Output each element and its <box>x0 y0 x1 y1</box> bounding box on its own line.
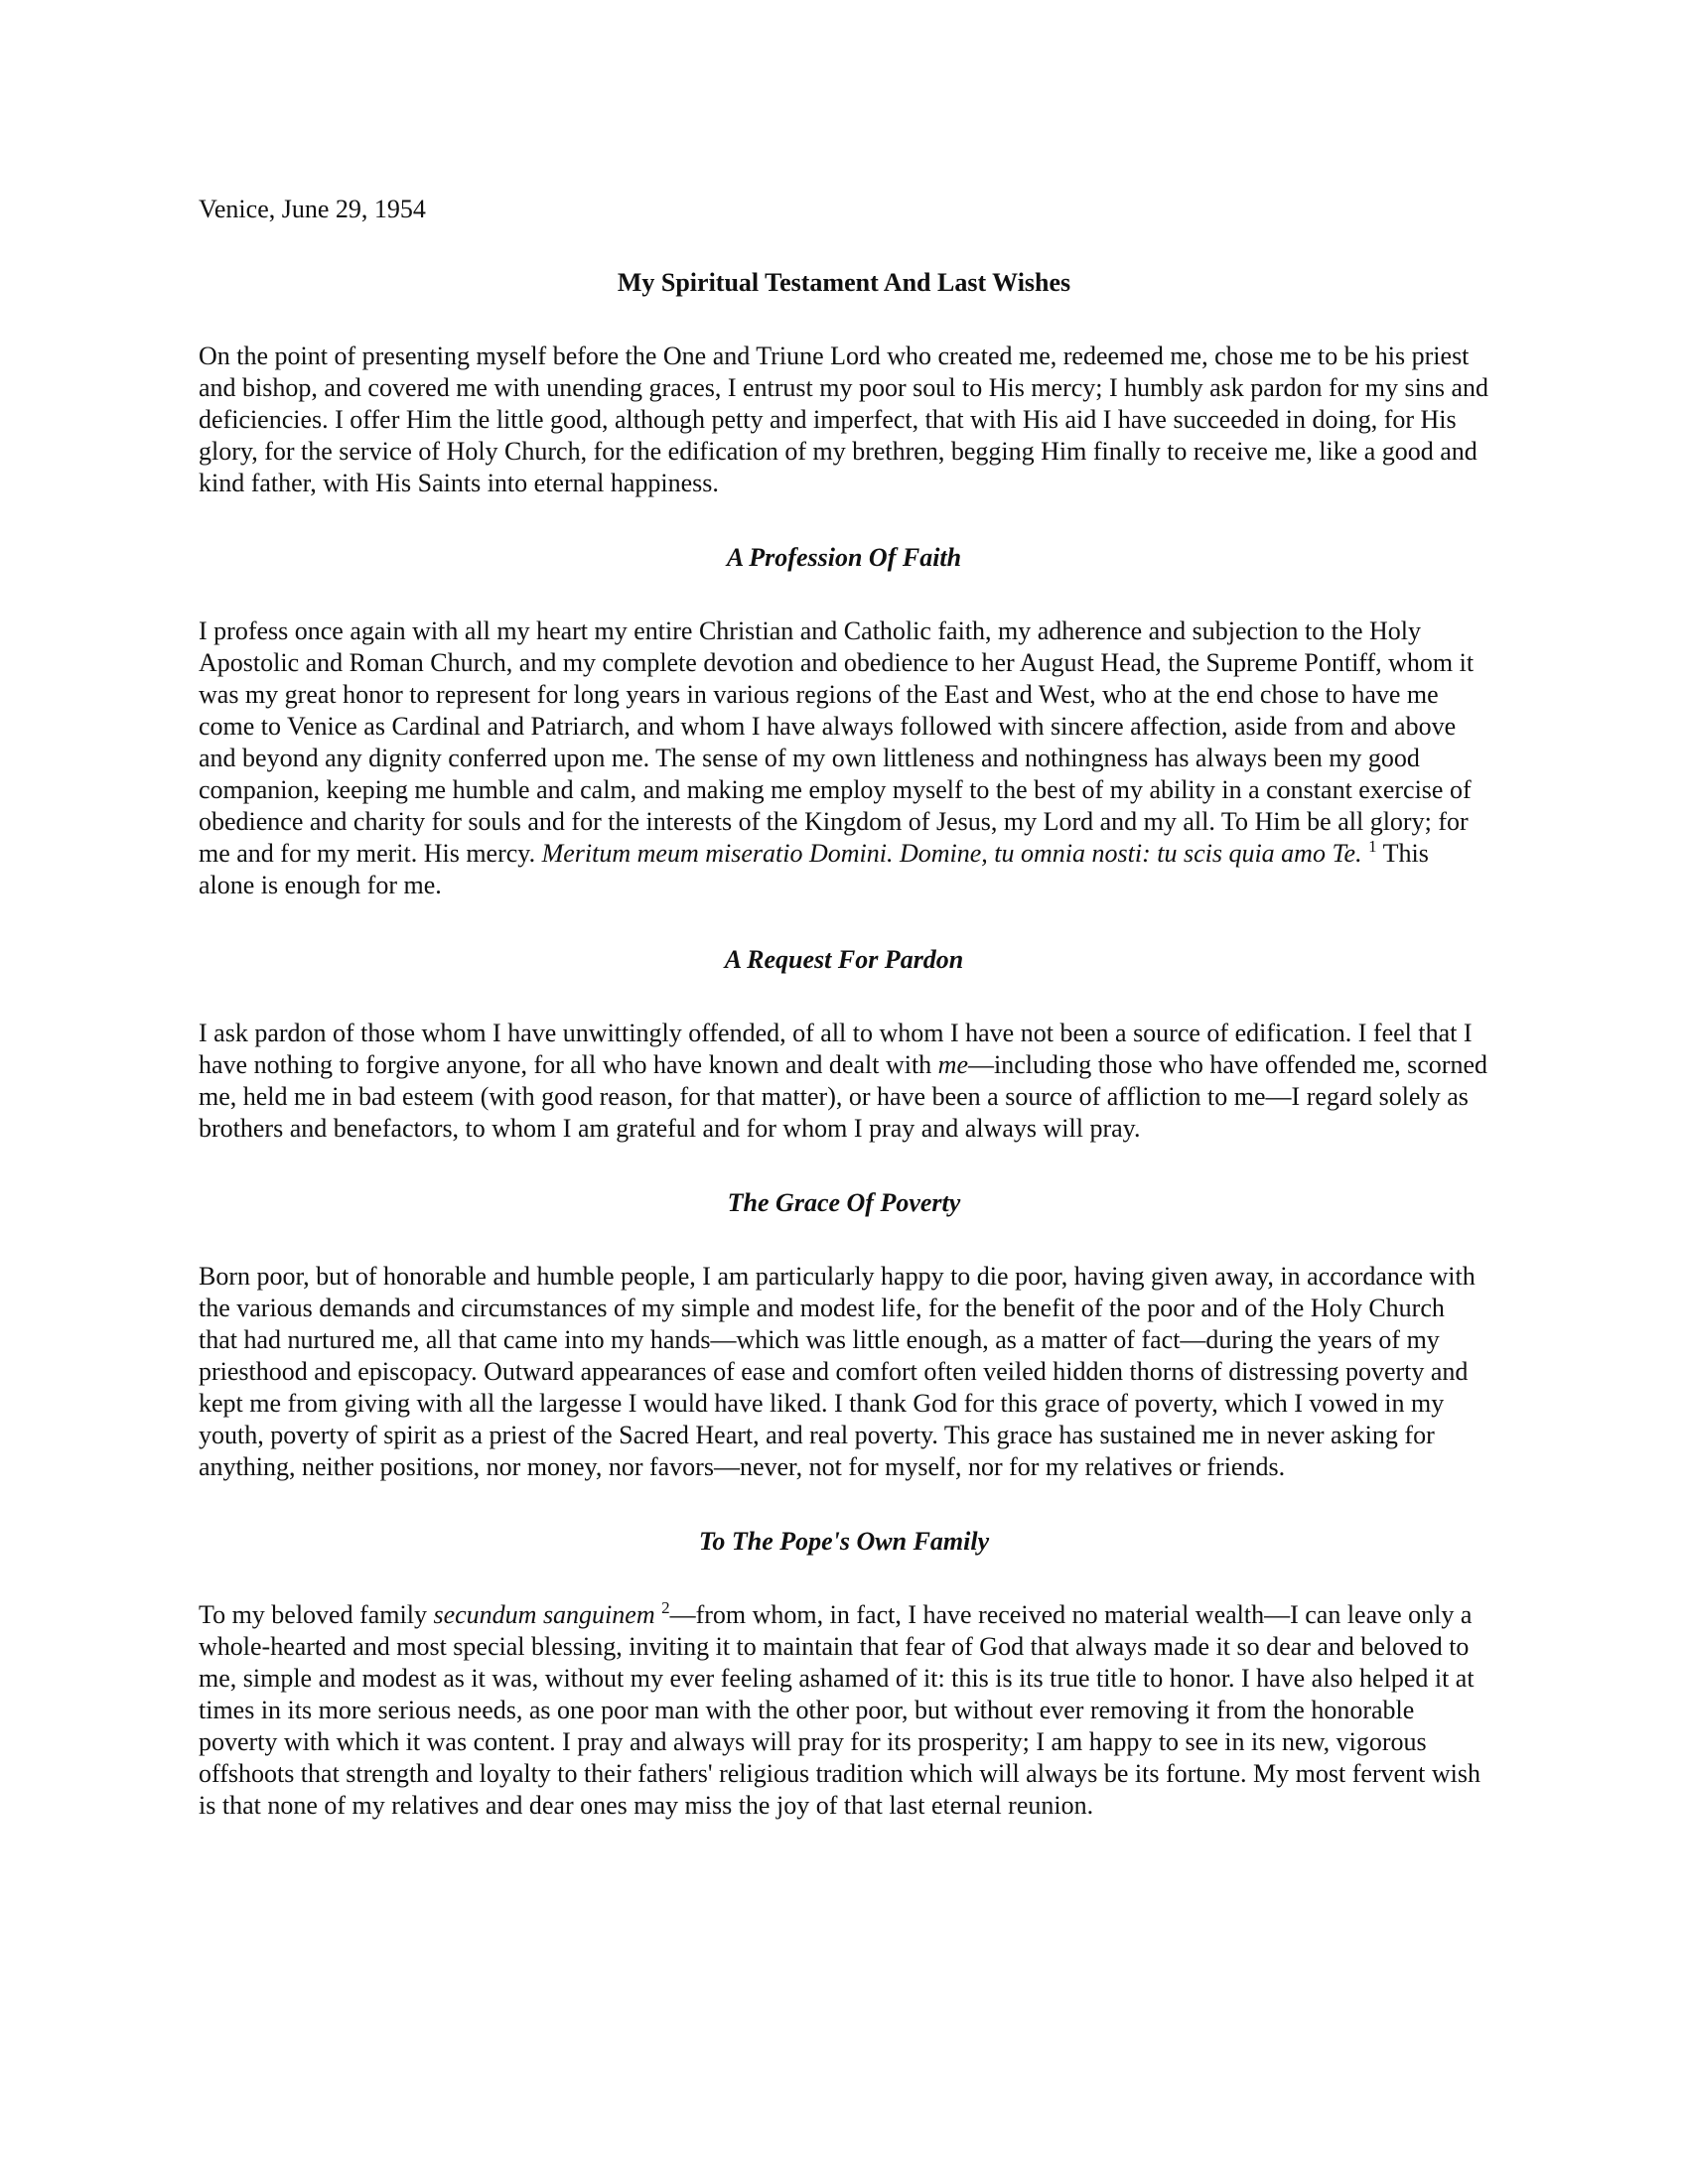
profession-text-end: This alone is enough for me. <box>199 839 1429 899</box>
section-heading-profession-of-faith: A Profession Of Faith <box>726 543 962 572</box>
footnote-ref-1: 1 <box>1368 837 1377 856</box>
dateline: Venice, June 29, 1954 <box>199 195 426 223</box>
pardon-text-end: —including those who have offended me, scorned me, held me in bad esteem (with good reason, for that matter), or have been a source of affliction to me—I regard solely as brothers and benefactors, to whom I am grateful and for whom I pray and always will pray. <box>199 1050 1487 1143</box>
pardon-emphasis: me <box>937 1050 968 1079</box>
document-title: My Spiritual Testament And Last Wishes <box>617 268 1071 297</box>
grace-of-poverty-paragraph: Born poor, but of honorable and humble people, I am particularly happy to die poor, having given away, in accordance with the various demands and circumstances of my simple and modest life, for the benefit of the poor and of the Holy Church that had nurtured me, all that came into my hands—which was little enough, as a matter of fact—during the years of my priesthood and episcopacy. Outward appearances of ease and comfort often veiled hidden thorns of distressing poverty and kept me from giving with all the largesse I would have liked. I thank God for this grace of poverty, which I vowed in my youth, poverty of spirit as a priest of the Sacred Heart, and real poverty. This grace has sustained me in never asking for anything, neither positions, nor money, nor favors—never, not for myself, nor for my relatives or friends. <box>199 1262 1476 1481</box>
request-for-pardon-paragraph <box>199 1018 1489 1145</box>
profession-text: I profess once again with all my heart my entire Christian and Catholic faith, my adherence and subjection to the Holy Apostolic and Roman Church, and my complete devotion and obedience to her August Head, the Supreme Pontiff, whom it was my great honor to represent for long years in various regions of the East and West, who at the end chose to have me come to Venice as Cardinal and Patriarch, and whom I have always followed with sincere affection, aside from and above and beyond any dignity conferred upon me. The sense of my own littleness and nothingness has always been my good companion, keeping me humble and calm, and making me employ myself to the best of my ability in a constant exercise of obedience and charity for souls and for the interests of the Kingdom of Jesus, my Lord and my all. To Him be all glory; for me and for my merit. His mercy. <box>199 616 1475 868</box>
pardon-text: I ask pardon of those whom I have unwittingly offended, of all to whom I have not been a source of edification. I feel that I have nothing to forgive anyone, for all who have known and dealt with <box>199 1019 1473 1079</box>
profession-of-faith-paragraph <box>199 615 1489 901</box>
family-text: To my beloved family <box>199 1600 434 1629</box>
section-heading-grace-of-poverty: The Grace Of Poverty <box>727 1188 961 1217</box>
family-text-end: —from whom, in fact, I have received no material wealth—I can leave only a whole-hearted and most special blessing, inviting it to maintain that fear of God that always made it so dear and beloved to me, simple and modest as it was, without my ever feeling ashamed of it: this is its true title to honor. I have also helped it at times in its more serious needs, as one poor man with the other poor, but without ever removing it from the honorable poverty with which it was content. I pray and always will pray for its prosperity; I am happy to see in its new, vigorous offshoots that strength and loyalty to their fathers' religious tradition which will always be its fortune. My most fervent wish is that none of my relatives and dear ones may miss the joy of that last eternal reunion. <box>199 1600 1480 1820</box>
document-page <box>199 194 1489 1864</box>
footnote-ref-2: 2 <box>661 1598 670 1617</box>
latin-phrase: secundum sanguinem <box>433 1600 655 1629</box>
intro-paragraph: On the point of presenting myself before the One and Triune Lord who created me, redeemed me, chose me to be his priest and bishop, and covered me with unending graces, I entrust my poor soul to His mercy; I humbly ask pardon for my sins and deficiencies. I offer Him the little good, although petty and imperfect, that with His aid I have succeeded in doing, for His glory, for the service of Holy Church, for the edification of my brethren, begging Him finally to receive me, like a good and kind father, with His Saints into eternal happiness. <box>199 341 1489 497</box>
section-heading-popes-own-family: To The Pope's Own Family <box>698 1527 990 1556</box>
section-heading-request-for-pardon: A Request For Pardon <box>724 945 964 974</box>
latin-quote: Meritum meum miseratio Domini. Domine, tu omnia nosti: tu scis quia amo Te. <box>541 839 1362 868</box>
popes-own-family-paragraph <box>199 1599 1489 1822</box>
